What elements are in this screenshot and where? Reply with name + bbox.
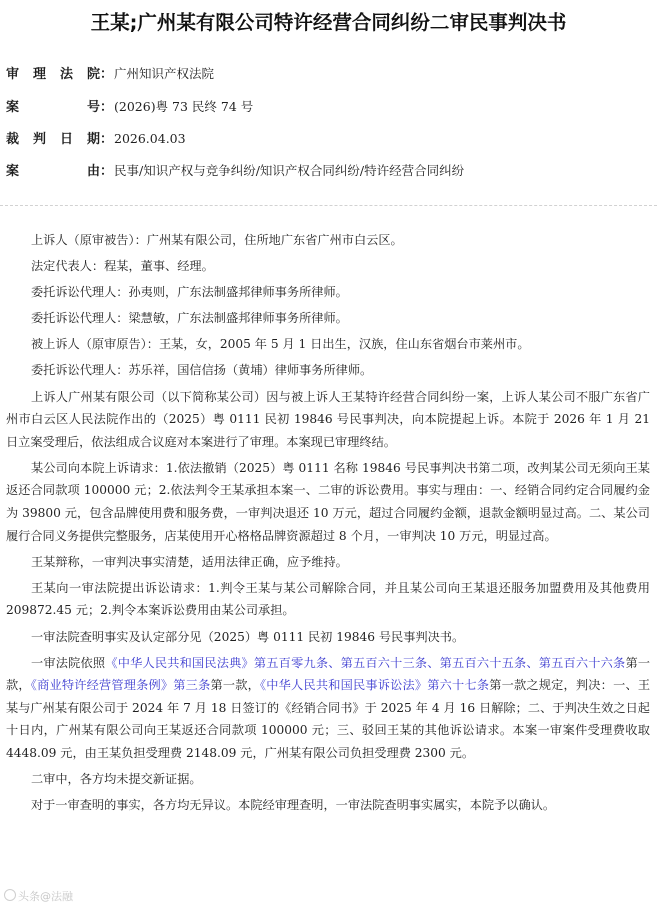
section-divider <box>0 205 657 206</box>
meta-value-judgment-date: 2026.04.03 <box>114 131 186 146</box>
paragraph: 二审中，各方均未提交新证据。 <box>31 772 202 787</box>
paragraph: 委托诉讼代理人：梁慧敏，广东法制盛邦律师事务所律师。 <box>31 311 348 326</box>
judgment-body <box>0 229 657 820</box>
paragraph: 王某辩称，一审判决事实清楚，适用法律正确，应予维持。 <box>31 554 348 569</box>
text-run: 一审法院依照 <box>31 655 106 670</box>
paragraph: 王某向一审法院提出诉讼请求：1.判令王某与某公司解除合同，并且某公司向王某退还服务加盟费用及其他费用 209872.45 元；2.判令本案诉讼费用由某公司承担。 <box>6 580 650 618</box>
paragraph: 上诉人（原审被告）：广州某有限公司，住所地广东省广州市白云区。 <box>31 233 403 247</box>
paragraph: 委托诉讼代理人：苏乐祥，国信信扬（黄埔）律师事务所律师。 <box>31 363 373 378</box>
meta-label: 案 号： <box>6 100 114 115</box>
meta-label: 裁 判 日 期： <box>6 132 114 147</box>
law-link[interactable]: 《中华人民共和国民法典》第五百零九条、第五百六十三条、第五百六十五条、第五百六十六条 <box>105 655 626 670</box>
document-title: 王某;广州某有限公司特许经营合同纠纷二审民事判决书 <box>90 11 567 34</box>
law-link[interactable]: 《商业特许经营管理条例》第三条 <box>30 678 211 693</box>
paragraph: 对于一审查明的事实，各方均无异议。本院经审理查明，一审法院查明事实属实，本院予以确认。 <box>31 798 556 813</box>
paragraph: 法定代表人：程某，董事、经理。 <box>31 259 214 274</box>
watermark: 头条@法融 <box>4 888 73 904</box>
text-run: 第一款， <box>210 678 260 693</box>
meta-value-cause: 民事/知识产权与竞争纠纷/知识产权合同纠纷/特许经营合同纠纷 <box>114 163 465 178</box>
law-link[interactable]: 《中华人民共和国民事诉讼法》第六十七条 <box>260 678 490 693</box>
meta-cause <box>6 158 464 184</box>
paragraph: 一审法院查明事实及认定部分见（2025）粤 0111 民初 19846 号民事判决书。 <box>31 629 465 644</box>
text-run: 第一款， <box>6 655 651 693</box>
meta-label: 审 理 法 院： <box>6 67 114 82</box>
paragraph: 委托诉讼代理人：孙夷则，广东法制盛邦律师事务所律师。 <box>31 285 348 300</box>
meta-case-number <box>6 94 253 120</box>
meta-value-court: 广州知识产权法院 <box>114 66 215 81</box>
meta-court <box>6 61 214 87</box>
text-run: 第一款之规定，判决：一、王某与广州某有限公司于 2024 年 7 月 18 日签订的《经销合同书》于 2025 年 4 月 16 日解除；二、于判决生效之日起十日内，广州某有限公司向王某返还合同款项 100000 元；三、驳回王某的其他诉讼请求。本案一审案件受理费收取 4448.09 元，由王某负担受理费 2148.09 元，广州某有限公司负担受理费 2300 元。 <box>6 678 651 760</box>
meta-judgment-date <box>6 126 186 152</box>
meta-value-case-number: (2026)粤 73 民终 74 号 <box>114 99 254 114</box>
paragraph: 上诉人广州某有限公司（以下简称某公司）因与被上诉人王某特许经营合同纠纷一案，上诉人某公司不服广东省广州市白云区人民法院作出的（2025）粤 0111 民初 19846 号民事判决，向本院提起上诉。本院于 2026 年 1 月 21 日立案受理后，依法组成合议庭对本案进行了审理。本案现已审理终结。 <box>6 389 650 449</box>
paragraph: 被上诉人（原审原告）：王某，女，2005 年 5 月 1 日出生，汉族，住山东省烟台市莱州市。 <box>31 337 530 352</box>
paragraph: 某公司向本院上诉请求：1.依法撤销（2025）粤 0111 名称 19846 号民事判决书第二项，改判某公司无须向王某返还合同款项 100000 元；2.依法判令王某承担本案一、二审的诉讼费用。事实与理由：一、经销合同约定合同履约金为 39800 元，包含品牌使用费和服务费，一审判决退还 10 万元，超过合同履约金额，退款金额明显过高。二、某公司履行合同义务提供完整服务，店某使用开心格格品牌资源超过 8 个月，一审判决 10 万元，明显过高。 <box>6 460 650 543</box>
paragraph-with-law-links <box>0 652 657 765</box>
meta-label: 案 由： <box>6 164 114 179</box>
watermark-logo-icon <box>4 889 16 901</box>
